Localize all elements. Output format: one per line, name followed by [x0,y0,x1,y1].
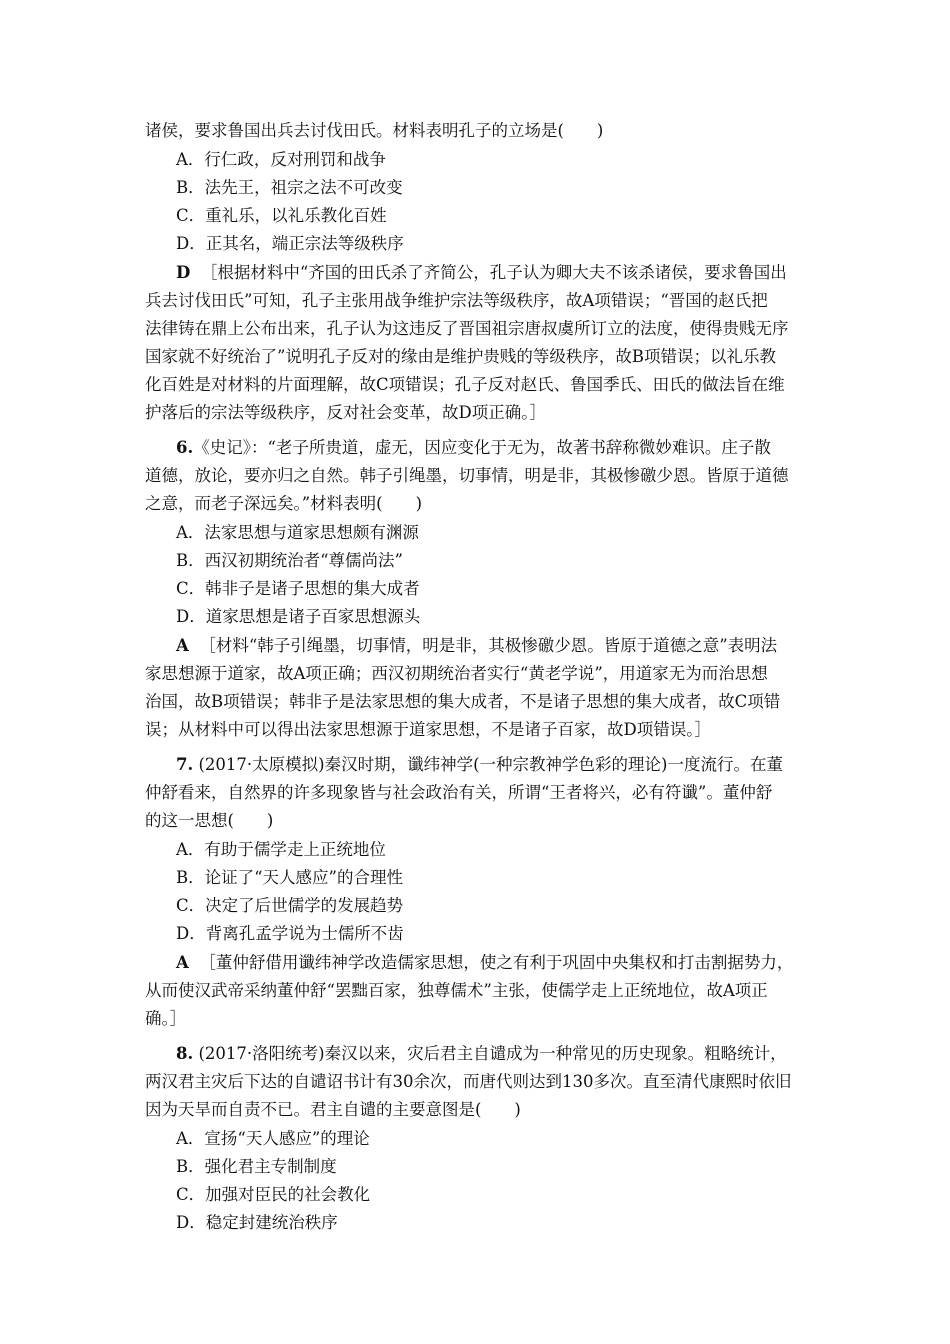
q8-stem-text: (2017·洛阳统考)秦汉以来，灾后君主自谴成为一种常见的历史现象。粗略统计， [198,1044,787,1063]
q6-explanation-line-3: 治国，故B项错误；韩非子是法家思想的集大成者，不是诸子思想的集大成者，故C项错 [145,692,781,711]
q6-explanation-line-2: 家思想源于道家，故A项正确；西汉初期统治者实行“黄老学说”，用道家无为而治思想 [145,664,768,683]
q5-explanation-line-1 [176,262,836,284]
q5-explanation-text: ［根据材料中“齐国的田氏杀了齐简公，孔子认为卿大夫不该杀诸侯，要求鲁国出 [200,263,787,282]
q7-explanation-line-2: 从而使汉武帝采纳董仲舒“罢黜百家，独尊儒术”主张，使儒学走上正统地位，故A项正 [145,981,768,1000]
q6-explanation-line-4: 误；从材料中可以得出法家思想源于道家思想，不是诸子百家，故D项错误。］ [145,720,711,739]
q8-option-a: A．宣扬“天人感应”的理论 [176,1129,370,1148]
q5-stem-end: 诸侯，要求鲁国出兵去讨伐田氏。材料表明孔子的立场是( ) [145,121,604,140]
q8-option-b: B．强化君主专制制度 [176,1157,337,1176]
q5-option-d: D．正其名，端正宗法等级秩序 [176,234,404,253]
q5-explanation-line-4: 国家就不好统治了”说明孔子反对的缘由是维护贵贱的等级秩序，故B项错误；以礼乐教 [145,347,777,366]
q8-number: 8. [176,1044,194,1063]
q7-option-a: A．有助于儒学走上正统地位 [176,840,386,859]
q6-number: 6. [176,438,194,457]
q7-explanation-line-3: 确。］ [145,1009,187,1028]
q6-explanation-line-1 [176,635,836,657]
q7-stem-line-2: 仲舒看来，自然界的许多现象皆与社会政治有关，所谓“王者将兴，必有符谶”。董仲舒 [145,783,773,802]
q5-answer-letter: D [176,263,191,282]
q6-stem-line-2: 道德，放论，要亦归之自然。韩子引绳墨，切事情，明是非，其极惨礉少恩。皆原于道德 [145,466,789,485]
q6-stem-line-1 [176,437,836,459]
q5-option-c: C．重礼乐，以礼乐教化百姓 [176,206,387,225]
q7-option-b: B．论证了“天人感应”的合理性 [176,868,403,887]
q5-explanation-line-6: 护落后的宗法等级秩序，反对社会变革，故D项正确。］ [145,403,546,422]
q6-answer-letter: A [176,636,189,655]
q5-explanation-line-3: 法律铸在鼎上公布出来，孔子认为这违反了晋国祖宗唐叔虞所订立的法度，使得贵贱无序 [145,319,789,338]
q7-stem-text: (2017·太原模拟)秦汉时期，谶纬神学(一种宗教神学色彩的理论)一度流行。在董 [198,755,783,774]
q5-option-b: B．法先王，祖宗之法不可改变 [176,178,403,197]
q7-option-d: D．背离孔孟学说为士儒所不齿 [176,924,404,943]
q6-stem-line-3: 之意，而老子深远矣。”材料表明( ) [145,494,423,513]
q8-stem-line-3: 因为天旱而自责不已。君主自谴的主要意图是( ) [145,1100,521,1119]
q8-option-c: C．加强对臣民的社会教化 [176,1185,371,1204]
q6-option-d: D．道家思想是诸子百家思想源头 [176,607,421,626]
q8-option-d: D．稳定封建统治秩序 [176,1213,338,1232]
q8-stem-line-2: 两汉君主灾后下达的自谴诏书计有30余次，而唐代则达到130多次。直至清代康熙时依旧 [145,1072,792,1091]
q7-stem-line-3: 的这一思想( ) [145,811,274,830]
q8-stem-line-1 [176,1043,836,1065]
q6-option-c: C．韩非子是诸子思想的集大成者 [176,579,420,598]
q5-option-a: A．行仁政，反对刑罚和战争 [176,150,386,169]
q6-explanation-text: ［材料“韩子引绳墨，切事情，明是非，其极惨礉少恩。皆原于道德之意”表明法 [199,636,778,655]
q7-option-c: C．决定了后世儒学的发展趋势 [176,896,404,915]
q5-explanation-line-2: 兵去讨伐田氏”可知，孔子主张用战争维护宗法等级秩序，故A项错误；“晋国的赵氏把 [145,291,768,310]
q6-option-a: A．法家思想与道家思想颇有渊源 [176,523,419,542]
q7-stem-line-1 [176,754,836,776]
q7-explanation-line-1 [176,952,836,974]
q7-answer-letter: A [176,953,189,972]
q5-explanation-line-5: 化百姓是对材料的片面理解，故C项错误；孔子反对赵氏、鲁国季氏、田氏的做法旨在维 [145,375,785,394]
q7-number: 7. [176,755,194,774]
q7-explanation-text: ［董仲舒借用谶纬神学改造儒家思想，使之有利于巩固中央集权和打击割据势力， [199,953,794,972]
q6-option-b: B．西汉初期统治者“尊儒尚法” [176,551,403,570]
q6-stem-text: 《史记》：“老子所贵道，虚无，因应变化于无为，故著书辞称微妙难识。庄子散 [193,438,771,457]
